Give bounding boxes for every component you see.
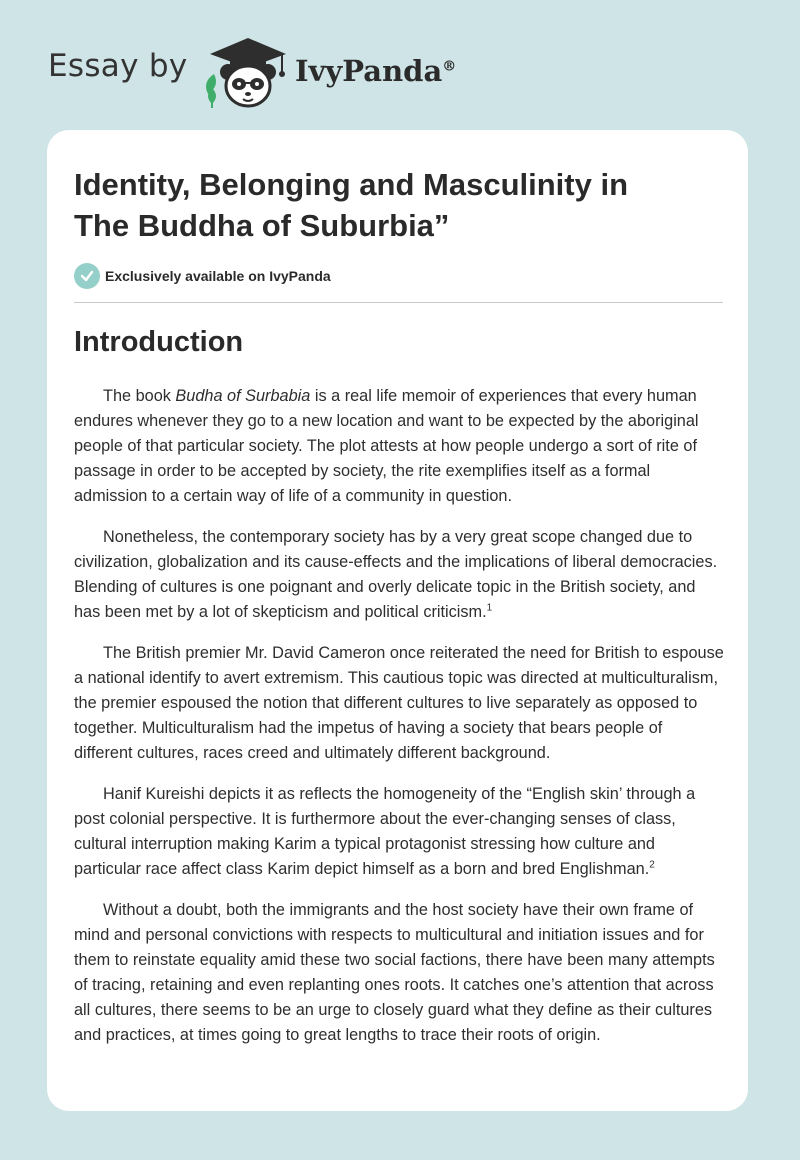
paragraph-5: Without a doubt, both the immigrants and the host society have their own frame of mind and personal convictions with respects to multicultural and initiation issues and for them to reinstate equality amid these two social factions, there have been many attempts of tracing, retaining and even replanting ones roots. It catches one’s attention that across all cultures, there seems to be an urge to closely guard what they define as their cultures and practices, at times going to great lengths to trace their roots of origin. [74, 901, 715, 1044]
exclusive-label: Exclusively available on IvyPanda [105, 268, 331, 284]
essay-by-label: Essay by [48, 48, 188, 84]
essay-title-line2: The Buddha of Suburbia” [74, 208, 450, 243]
divider [74, 302, 723, 303]
brand-name[interactable]: IvyPanda® [295, 54, 457, 88]
exclusive-badge [74, 263, 331, 289]
footnote-1[interactable]: 1 [486, 602, 493, 614]
section-heading: Introduction [74, 326, 244, 358]
essay-title-line1: Identity, Belonging and Masculinity in [74, 167, 629, 202]
check-icon [74, 263, 100, 289]
footnote-2[interactable]: 2 [649, 859, 655, 871]
panda-logo-icon[interactable] [200, 34, 296, 110]
registered-mark: ® [442, 58, 457, 75]
paragraph-2: Nonetheless, the contemporary society has by a very great scope changed due to civilization, globalization and its cause-effects and the implications of liberal democracies. Blending of cultures is one poignant and overly delicate topic in the British society, and has been met by a lot of skepticism and political criticism.$^1$ [74, 528, 718, 621]
book-title-italic: Budha of Surbabia [175, 387, 311, 405]
paragraph-1: The book Budha of Surbabia is a real life memoir of experiences that every human endures whenever they go to a new location and want to be expected by the aboriginal people of that particular society. The plot attests at how people undergo a sort of rite of passage in order to be accepted by society, the rite exemplifies itself as a formal admission to a certain way of life of a community in question. [74, 387, 699, 505]
site-header [0, 0, 800, 130]
paragraph-4: Hanif Kureishi depicts it as reflects the homogeneity of the “English skin’ through a post colonial perspective. It is furthermore about the ever-changing senses of class, cultural interruption making Karim a typical protagonist stressing how culture and particular race affect class Karim depict himself as a born and bred Englishman.$^2$ [74, 785, 696, 878]
essay-card [47, 130, 748, 1111]
paragraph-3: The British premier Mr. David Cameron once reiterated the need for British to espouse a national identify to avert extremism. This cautious topic was directed at multiculturalism, the premier espoused the notion that different cultures to live separately as opposed to together. Multiculturalism had the impetus of having a society that bears people of different cultures, races creed and ultimately different background. [74, 644, 724, 762]
essay-title [74, 164, 724, 246]
essay-body [74, 384, 724, 1064]
